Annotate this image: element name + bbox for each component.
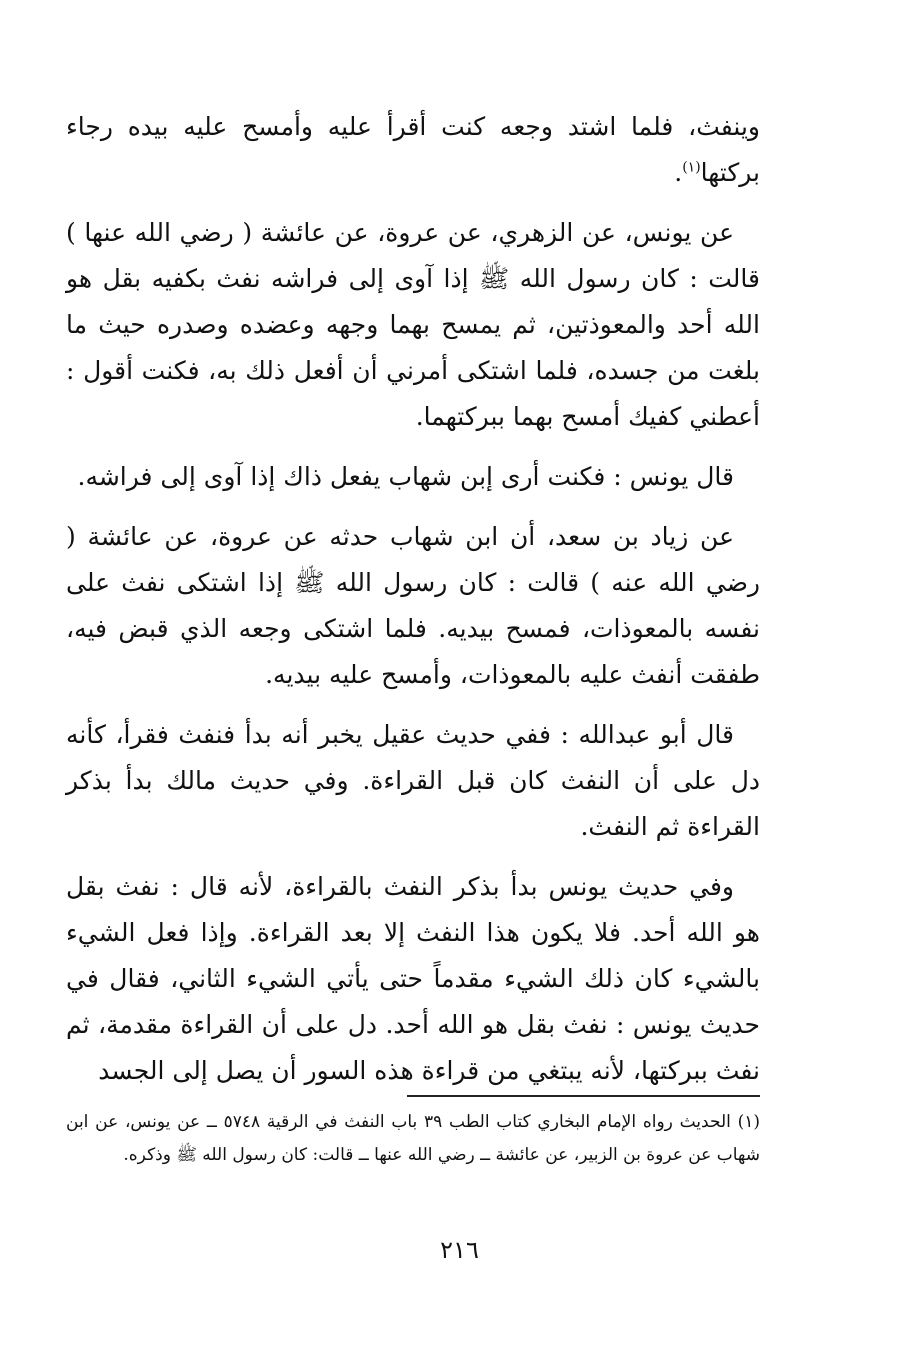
paragraph-1-tail: . bbox=[674, 158, 683, 187]
paragraph-2 bbox=[66, 210, 760, 440]
paragraph-1 bbox=[66, 104, 760, 196]
footnote bbox=[66, 1106, 760, 1172]
paragraph-5 bbox=[66, 712, 760, 850]
footnote-reference[interactable]: (١) bbox=[682, 159, 701, 176]
paragraph-2-text: عن يونس، عن الزهري، عن عروة، عن عائشة ( رضي الله عنها ) قالت : كان رسول الله ﷺ إذا آوى إلى فراشه نفث بكفيه بقل هو الله أحد والمعوذتين، ثم يمسح بهما وجهه وعضده وصدره حيث ما بلغت من جسده، فلما اشتكى أمرني أن أفعل ذلك به، فكنت أقول : أعطني كفيك أمسح بهما ببركتهما. bbox=[66, 218, 760, 431]
paragraph-6-text: وفي حديث يونس بدأ بذكر النفث بالقراءة، لأنه قال : نفث بقل هو الله أحد. فلا يكون هذا النفث إلا بعد القراءة. وإذا فعل الشيء بالشيء كان ذلك الشيء مقدماً حتى يأتي الشيء الثاني، فقال في حديث يونس : نفث بقل هو الله أحد. دل على أن القراءة مقدمة، ثم نفث ببركتها، لأنه يبتغي من قراءة هذه السور أن يصل إلى الجسد bbox=[66, 872, 760, 1085]
paragraph-4 bbox=[66, 514, 760, 698]
paragraph-3-text: قال يونس : فكنت أرى إبن شهاب يفعل ذاك إذا آوى إلى فراشه. bbox=[77, 462, 734, 491]
paragraph-6 bbox=[66, 864, 760, 1094]
paragraph-1-text: وينفث، فلما اشتد وجعه كنت أقرأ عليه وأمسح عليه بيده رجاء بركتها bbox=[66, 112, 760, 187]
page-number: ٢١٦ bbox=[440, 1236, 479, 1264]
paragraph-5-text: قال أبو عبدالله : ففي حديث عقيل يخبر أنه بدأ فنفث فقرأ، كأنه دل على أن النفث كان قبل القراءة. وفي حديث مالك بدأ بذكر القراءة ثم النفث. bbox=[66, 720, 760, 841]
paragraph-3 bbox=[66, 454, 760, 500]
paragraph-4-text: عن زياد بن سعد، أن ابن شهاب حدثه عن عروة، عن عائشة ( رضي الله عنه ) قالت : كان رسول الله ﷺ إذا اشتكى نفث على نفسه بالمعوذات، فمسح بيديه. فلما اشتكى وجعه الذي قبض فيه، طفقت أنفث عليه بالمعوذات، وأمسح عليه بيديه. bbox=[66, 522, 760, 689]
main-text bbox=[66, 104, 760, 1108]
footnote-marker: (١) bbox=[737, 1112, 761, 1132]
footnote-divider bbox=[407, 1095, 760, 1097]
footnote-text: الحديث رواه الإمام البخاري كتاب الطب ٣٩ باب النفث في الرقية ٥٧٤٨ ــ عن يونس، عن ابن شهاب عن عروة بن الزبير، عن عائشة ــ رضي الله عنها ــ قالت: كان رسول الله ﷺ وذكره. bbox=[66, 1112, 760, 1165]
